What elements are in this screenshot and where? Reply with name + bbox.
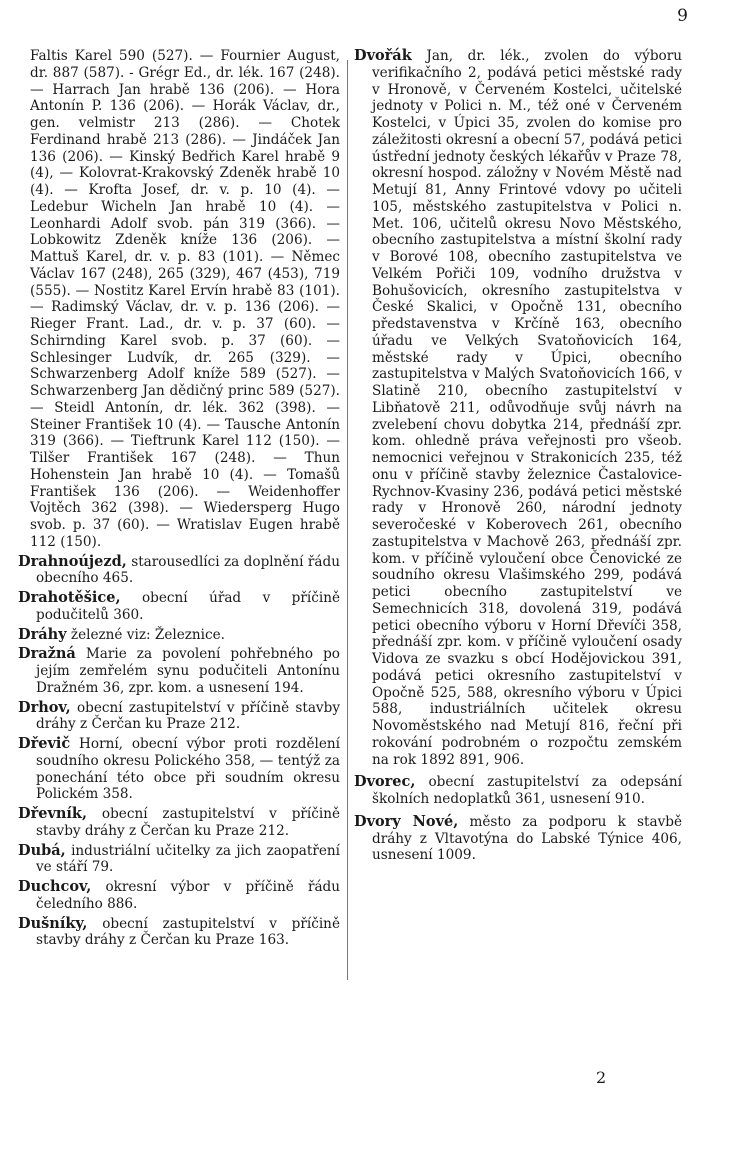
entry-headword: Dvořák	[354, 47, 412, 64]
entry-headword: Drahotěšice,	[18, 589, 121, 606]
entry-headword: Dušníky,	[18, 914, 88, 932]
index-entry-drevnik	[18, 806, 340, 840]
entry-headword: Drahnoújezd,	[18, 552, 127, 570]
entry-text: Horní, obecní výbor proti rozdělení soudního okresu Polického 358, — tentýž za ponechání této obce při soudním okresu Polickém 358.	[36, 736, 340, 803]
entry-headword: Dražná	[18, 645, 76, 663]
entry-headword: Drhov,	[18, 698, 71, 716]
entry-text: město za podporu k stavbě dráhy z Vltavotýna do Labské Týnice 406, usnesení 1009.	[372, 813, 682, 864]
index-entry-dvorec	[354, 774, 682, 808]
index-entry-duchcov	[18, 879, 340, 913]
page-number: 9	[677, 6, 688, 26]
entry-text: starousedlíci za doplnění řádu obecního 465.	[36, 553, 340, 587]
index-entry-dvory-nove	[354, 814, 682, 864]
index-entry-drahotesice	[18, 590, 340, 624]
entry-text: obecní úřad v příčině podučitelů 360.	[36, 590, 340, 623]
index-entry-dusniky	[18, 916, 340, 950]
entry-headword: Dráhy	[18, 625, 67, 643]
index-entry-drahy	[18, 627, 340, 644]
entry-headword: Dvory Nové,	[354, 812, 459, 830]
entry-headword: Dubá,	[18, 841, 66, 859]
entry-headword: Dvorec,	[354, 773, 416, 791]
entry-text: Marie za povolení pohřebného po jejím zemřelém synu podučiteli Antonínu Dražném 36, zpr. kom. a usnesení 194.	[36, 646, 340, 696]
column-divider	[347, 60, 348, 980]
entry-headword: Duchcov,	[18, 878, 92, 895]
entry-text: okresní výbor v příčině řádu čeledního 886.	[36, 879, 340, 912]
index-entry-duba	[18, 843, 340, 877]
entry-text: železné viz: Železnice.	[70, 626, 226, 643]
signature-mark: 2	[596, 1068, 607, 1087]
index-entry-dvorak	[354, 48, 682, 768]
entry-headword: Dřevič	[18, 735, 71, 752]
entry-text: obecní zastupitelství v příčině stavby dráhy z Čerčan ku Praze 212.	[36, 806, 340, 839]
index-entry-drevic	[18, 736, 340, 803]
left-column	[18, 48, 340, 952]
entry-headword: Dřevník,	[18, 805, 88, 822]
index-entry-drazna	[18, 646, 340, 696]
entry-text: obecní zastupitelství v příčině stavby dráhy z Čerčan ku Praze 163.	[36, 915, 340, 949]
index-entry-drahnoujezd	[18, 554, 340, 588]
right-column	[354, 48, 682, 867]
entry-text: Jan, dr. lék., zvolen do výboru verifikačního 2, podává petici městské rady v Hronově, v Červeném Kostelci, učitelské jednoty v Polici n. M., též oné v Červeném Kostelci, v Úpici 35, zvolen do komise pro záležitosti okresní a obecní 57, podává petici ústřední jednoty českých lékařův v Praze 78, okresní hospod. záložny v Novém Městě nad Metují 81, Anny Frintové vdovy po učiteli 105, městského zastupitelstva v Polici n. Met. 106, učitelů okresu Novo Městského, obecního zastupitelstva a místní školní rady v Borové 108, obecního zastupitelstva ve Velkém Pořiči 109, vodního družstva v Bohušovicích, okresního zastupitelstva v České Skalici, v Opočně 131, obecního představenstva v Krčíně 163, obecního úřadu ve Velkých Svatoňovicích 164, městské rady v Úpici, obecního zastupitelstva v Malých Svatoňovicích 166, v Slatině 210, obecního zastupitelství v Libňatově 211, odůvodňuje svůj návrh na zvelebení chovu dobytka 214, přednáší zpr. kom. ohledně práva veřejnosti pro všeob. nemocnici veřejnou v Strakonicích 235, též onu v příčině stavby železnice Častalovice-Rychnov-Kvasiny 236, podává petici městské rady v Hronově 260, národní jednoty severočeské v Koberovech 261, obecního zastupitelstva v Machově 263, přednáší zpr. kom. v příčině vyloučení obce Čenovické ze soudního okresu Vlašimského 299, podává petici obecního zastupitelství ve Semechnicích 318, dovolená 319, podává petici obecního výboru v Horní Dřevíči 358, přednáší zpr. kom. v příčině vyloučení osady Vidova ze svazku s obcí Hodějovickou 391, podává petici okresního zastupitelství v Opočně 525, 588, okresního výboru v Úpici 588, industriálních učitelek okresu Novoměstského nad Metují 816, řeční při rokování podrobném o rozpočtu zemském na rok 1892 891, 906.	[372, 48, 682, 768]
entry-text: industriální učitelky za jich zaopatření ve stáří 79.	[36, 842, 340, 876]
index-entry-drhov	[18, 700, 340, 734]
entry-text: obecní zastupitelství v příčině stavby dráhy z Čerčan ku Praze 212.	[36, 699, 340, 733]
continuation-paragraph: Faltis Karel 590 (527). — Fournier August, dr. 887 (587). - Grégr Ed., dr. lék. 167 (248). — Harrach Jan hrabě 136 (206). — Hora Antonín P. 136 (206). — Horák Václav, dr., gen. velmistr 213 (286). — Chotek Ferdinand hrabě 213 (286). — Jindáček Jan 136 (206). — Kinský Bedřich Karel hrabě 9 (4), — Kolovrat-Krakovský Zdeněk hrabě 10 (4). — Krofta Josef, dr. v. p. 10 (4). — Ledebur Wicheln Jan hrabě 10 (4). — Leonhardi Adolf svob. pán 319 (366). — Lobkowitz Zdeněk kníže 136 (206). — Mattuš Karel, dr. v. p. 83 (101). — Němec Václav 167 (248), 265 (329), 467 (453), 719 (555). — Nostitz Karel Ervín hrabě 83 (101). — Radimský Václav, dr. v. p. 136 (206). — Rieger Frant. Lad., dr. v. p. 37 (60). — Schirnding Karel svob. p. 37 (60). — Schlesinger Ludvík, dr. 265 (329). — Schwarzenberg Adolf kníže 589 (527). — Schwarzenberg Jan dědičný princ 589 (527). — Steidl Antonín, dr. lék. 362 (398). — Steiner František 10 (4). — Tausche Antonín 319 (366). — Tieftrunk Karel 112 (150). — Tilšer František 167 (248). — Thun Hohenstein Jan hrabě 10 (4). — Tomašů František 136 (206). — Weidenhoffer Vojtěch 362 (398). — Wiedersperg Hugo svob. p. 37 (60). — Wratislav Eugen hrabě 112 (150).	[30, 48, 340, 550]
entry-text: obecní zastupitelství za odepsání školních nedoplatků 361, usnesení 910.	[372, 774, 682, 807]
